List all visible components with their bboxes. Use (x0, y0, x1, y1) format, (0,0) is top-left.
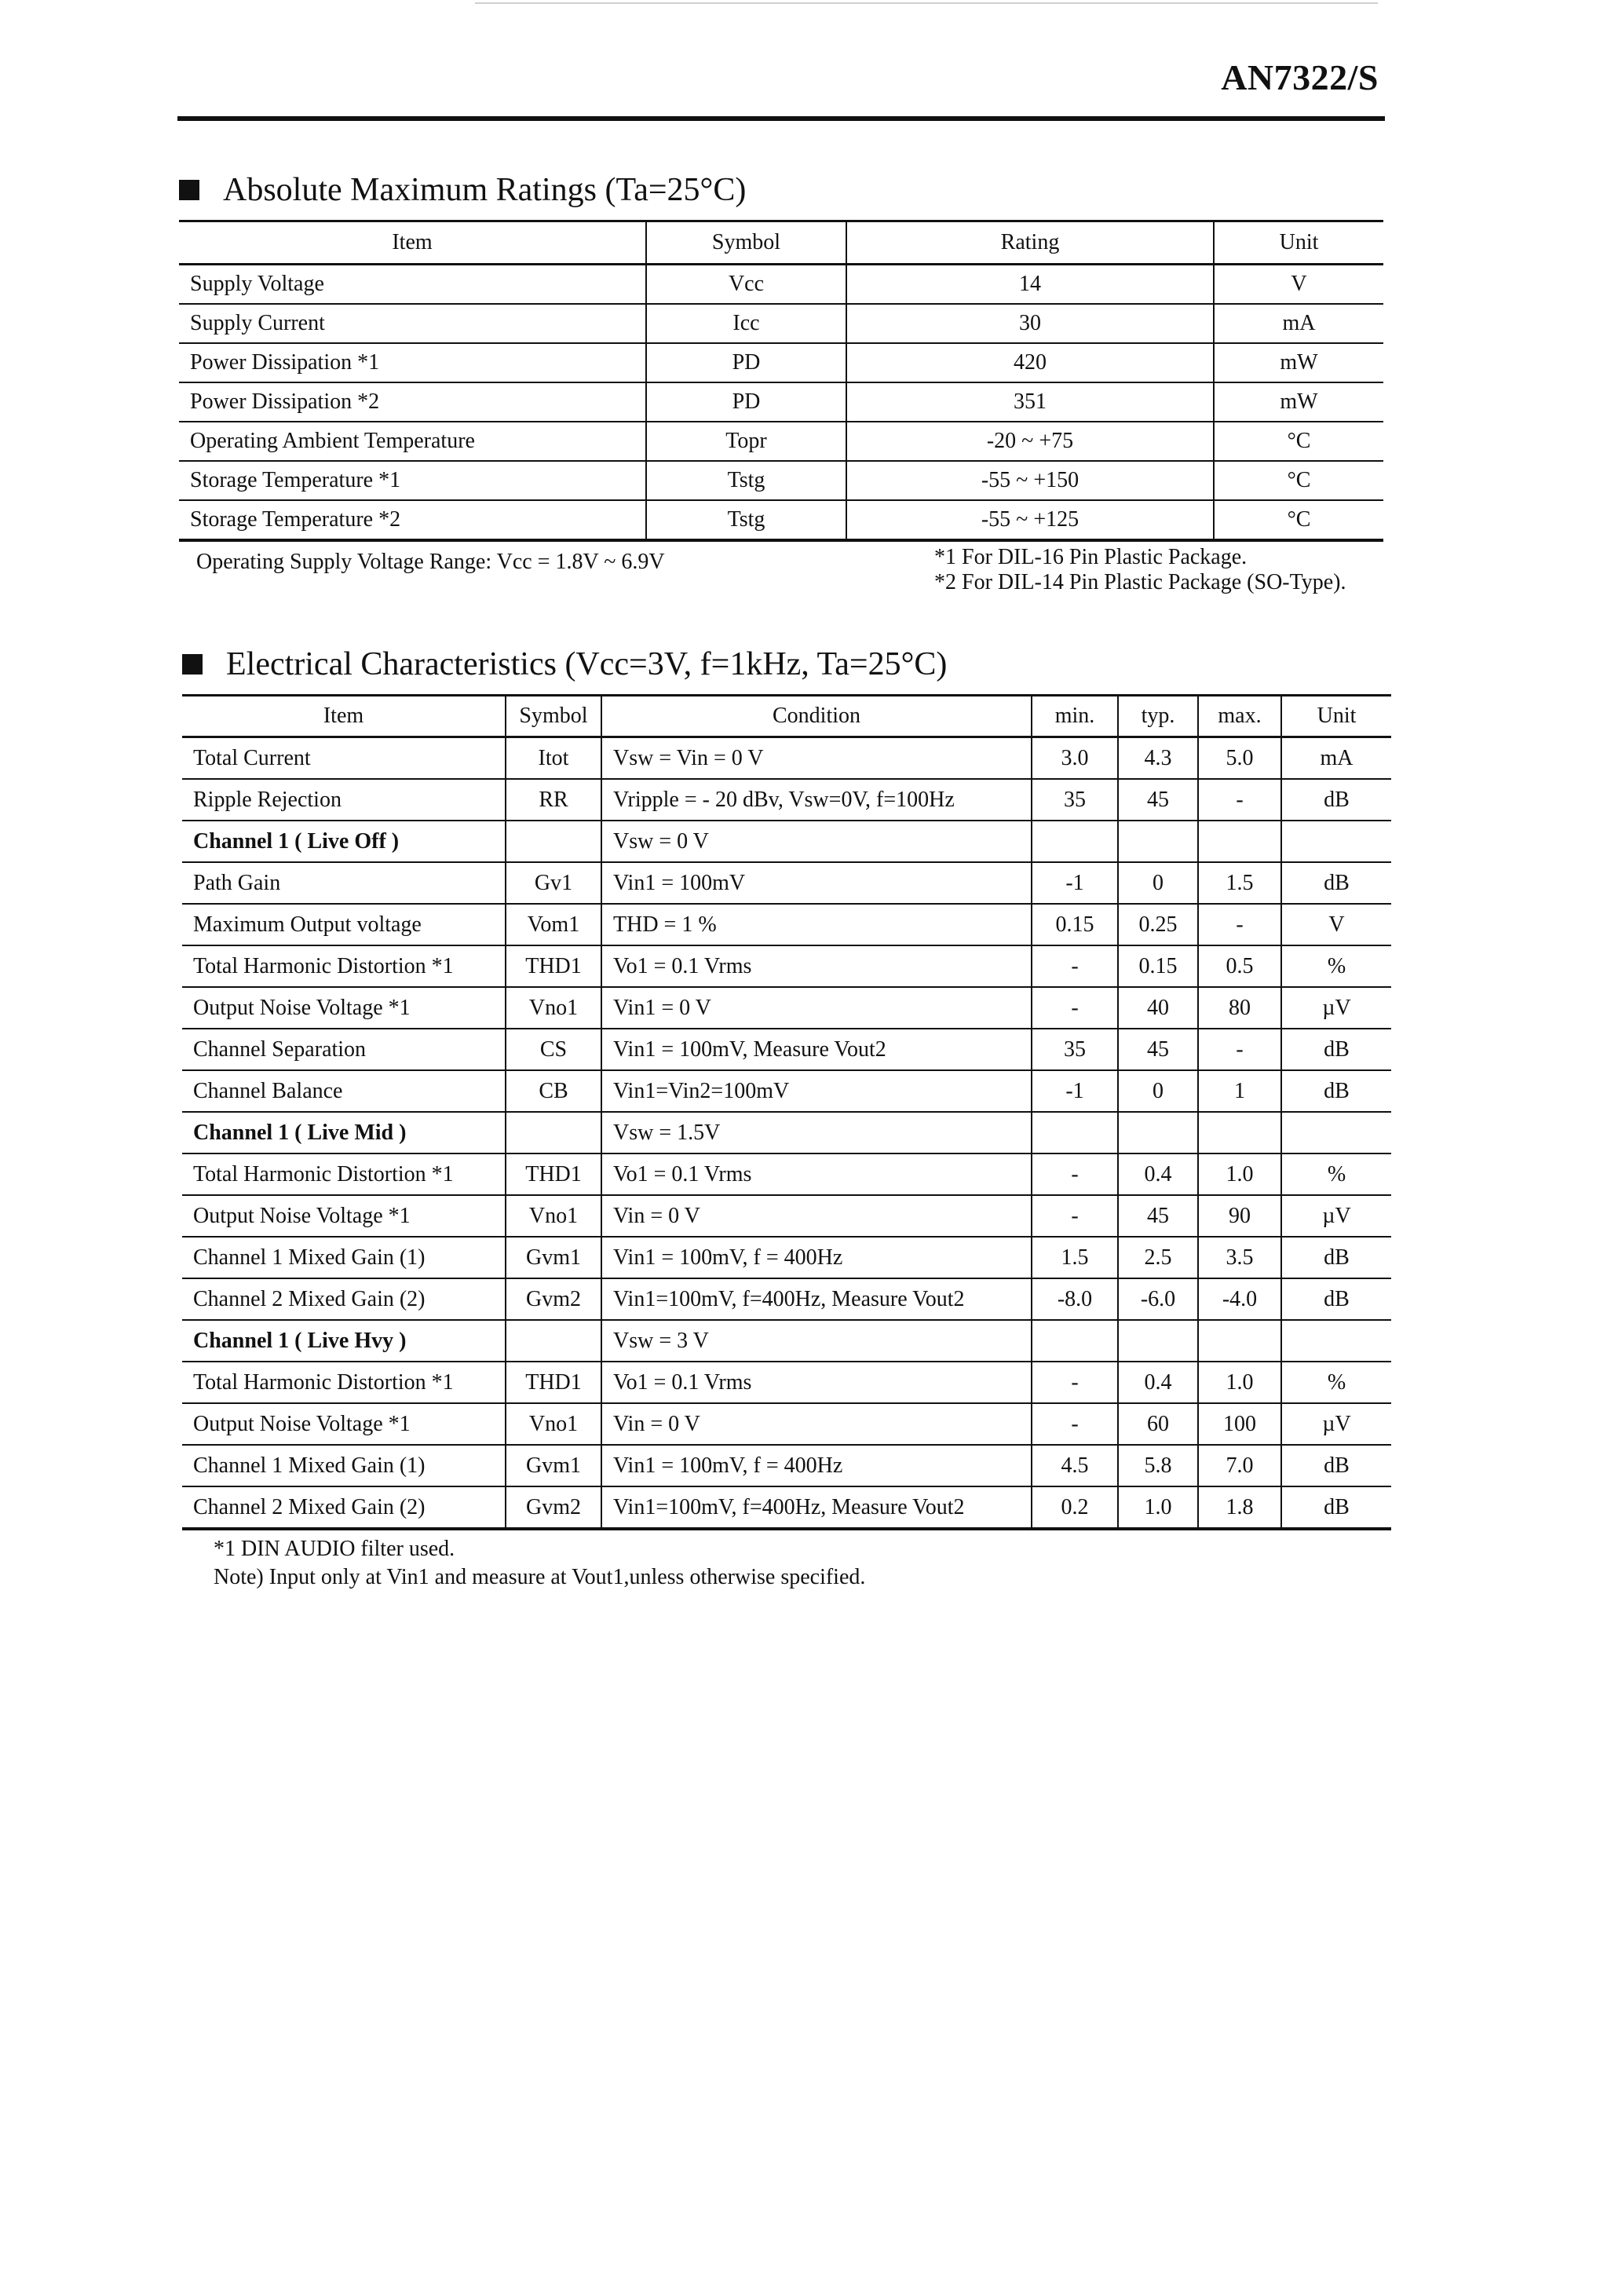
abs_max-cell: PD (646, 343, 846, 382)
elec-column-header: max. (1198, 696, 1281, 737)
elec-column-header: Item (182, 696, 506, 737)
elec-cell: Vin1 = 0 V (601, 987, 1032, 1029)
elec-cell (1118, 821, 1198, 862)
elec-cell: 0.15 (1032, 904, 1118, 945)
elec-cell: 1.0 (1118, 1486, 1198, 1529)
elec-cell: - (1032, 1403, 1118, 1445)
elec-cell (1032, 1112, 1118, 1153)
abs-max-title: Absolute Maximum Ratings (Ta=25°C) (223, 172, 747, 208)
elec-cell (1281, 821, 1391, 862)
elec-cell: Vripple = - 20 dBv, Vsw=0V, f=100Hz (601, 779, 1032, 821)
abs_max-cell: Operating Ambient Temperature (179, 422, 646, 461)
elec-cell (1281, 1320, 1391, 1362)
elec-cell (506, 1320, 601, 1362)
elec-cell: Channel 1 Mixed Gain (1) (182, 1237, 506, 1278)
elec-cell: Path Gain (182, 862, 506, 904)
abs_max-cell: Tstg (646, 500, 846, 540)
elec-cell: Vin = 0 V (601, 1403, 1032, 1445)
elec-cell: 1.5 (1032, 1237, 1118, 1278)
footnote-2: *2 For DIL-14 Pin Plastic Package (SO-Type). (934, 570, 1346, 594)
elec-header-row (182, 696, 1391, 737)
abs_max-cell: mW (1214, 343, 1383, 382)
elec-cell: 1 (1198, 1070, 1281, 1112)
elec-cell: V (1281, 904, 1391, 945)
elec-cell: Ripple Rejection (182, 779, 506, 821)
elec-cell: dB (1281, 1445, 1391, 1486)
elec-cell: Output Noise Voltage *1 (182, 1403, 506, 1445)
elec-cell: dB (1281, 1486, 1391, 1529)
abs_max-column-header: Item (179, 221, 646, 265)
elec-cell: Channel Separation (182, 1029, 506, 1070)
abs_max-cell: Storage Temperature *1 (179, 461, 646, 500)
elec-cell: Vin = 0 V (601, 1195, 1032, 1237)
elec-cell: THD = 1 % (601, 904, 1032, 945)
table-row (179, 304, 1383, 343)
elec-cell: dB (1281, 862, 1391, 904)
top-rule (475, 2, 1378, 4)
elec-cell: Vsw = 1.5V (601, 1112, 1032, 1153)
abs_max-cell: -55 ~ +150 (846, 461, 1214, 500)
elec-cell: 5.8 (1118, 1445, 1198, 1486)
table-group-row (182, 1112, 1391, 1153)
elec-note-2: Note) Input only at Vin1 and measure at Vout1,unless otherwise specified. (214, 1565, 866, 1589)
elec-cell: 0.15 (1118, 945, 1198, 987)
abs_max-cell: Power Dissipation *2 (179, 382, 646, 422)
elec-cell (1198, 1112, 1281, 1153)
elec-heading (182, 645, 947, 683)
elec-cell: 45 (1118, 779, 1198, 821)
table-row (179, 461, 1383, 500)
elec-cell: 3.0 (1032, 737, 1118, 780)
abs_max-cell: -55 ~ +125 (846, 500, 1214, 540)
abs_max-cell: 14 (846, 265, 1214, 305)
elec-column-header: Unit (1281, 696, 1391, 737)
elec-cell: 0.25 (1118, 904, 1198, 945)
table-row (179, 343, 1383, 382)
elec-cell: % (1281, 945, 1391, 987)
elec-cell: 60 (1118, 1403, 1198, 1445)
elec-cell: Vo1 = 0.1 Vrms (601, 1153, 1032, 1195)
elec-cell (506, 821, 601, 862)
elec-cell: Output Noise Voltage *1 (182, 987, 506, 1029)
table-row (182, 1237, 1391, 1278)
elec-cell: mA (1281, 737, 1391, 780)
table-row (182, 1445, 1391, 1486)
abs_max-cell: Tstg (646, 461, 846, 500)
elec-cell: Vo1 = 0.1 Vrms (601, 945, 1032, 987)
elec-cell: 5.0 (1198, 737, 1281, 780)
table-row (182, 904, 1391, 945)
abs-max-table (179, 220, 1383, 542)
abs_max-cell: -20 ~ +75 (846, 422, 1214, 461)
elec-cell: Gvm1 (506, 1237, 601, 1278)
abs-max-header-row (179, 221, 1383, 265)
abs-max-heading (179, 171, 746, 209)
elec-cell: 1.8 (1198, 1486, 1281, 1529)
elec-cell: -8.0 (1032, 1278, 1118, 1320)
abs_max-cell: Vcc (646, 265, 846, 305)
table-group-row (182, 821, 1391, 862)
table-row (179, 500, 1383, 540)
elec-cell: Vsw = 0 V (601, 821, 1032, 862)
elec-cell: THD1 (506, 945, 601, 987)
elec-cell: - (1032, 1195, 1118, 1237)
elec-cell: Vno1 (506, 1403, 601, 1445)
elec-cell: 0.5 (1198, 945, 1281, 987)
elec-cell: dB (1281, 1237, 1391, 1278)
table-row (182, 1195, 1391, 1237)
elec-cell: 1.0 (1198, 1153, 1281, 1195)
elec-cell (1032, 1320, 1118, 1362)
elec-cell (1118, 1320, 1198, 1362)
abs_max-cell: PD (646, 382, 846, 422)
elec-cell: µV (1281, 1403, 1391, 1445)
elec-cell: Vom1 (506, 904, 601, 945)
elec-cell: Vin1 = 100mV, Measure Vout2 (601, 1029, 1032, 1070)
elec-cell: 2.5 (1118, 1237, 1198, 1278)
abs_max-column-header: Symbol (646, 221, 846, 265)
table-row (182, 945, 1391, 987)
elec-cell: -1 (1032, 1070, 1118, 1112)
abs_max-column-header: Unit (1214, 221, 1383, 265)
abs_max-cell: Topr (646, 422, 846, 461)
table-row (182, 1153, 1391, 1195)
elec-column-header: Condition (601, 696, 1032, 737)
elec-cell (1118, 1112, 1198, 1153)
elec-cell: -6.0 (1118, 1278, 1198, 1320)
elec-cell: - (1198, 904, 1281, 945)
elec-cell (1198, 1320, 1281, 1362)
elec-cell: - (1032, 1153, 1118, 1195)
elec-notes (214, 1535, 865, 1592)
elec-column-header: min. (1032, 696, 1118, 737)
elec-cell: Vno1 (506, 987, 601, 1029)
elec-cell: 4.5 (1032, 1445, 1118, 1486)
section-bullet-icon (179, 180, 199, 200)
elec-cell: Channel 1 ( Live Mid ) (182, 1112, 506, 1153)
elec-cell: Vsw = Vin = 0 V (601, 737, 1032, 780)
table-row (179, 265, 1383, 305)
section-bullet-icon (182, 654, 203, 675)
elec-table (182, 694, 1391, 1530)
elec-cell (506, 1112, 601, 1153)
elec-cell: µV (1281, 987, 1391, 1029)
elec-cell: Itot (506, 737, 601, 780)
supply-voltage-range: Operating Supply Voltage Range: Vcc = 1.8V ~ 6.9V (196, 550, 665, 574)
elec-cell: Vsw = 3 V (601, 1320, 1032, 1362)
elec-cell: - (1032, 1362, 1118, 1403)
elec-cell: dB (1281, 1278, 1391, 1320)
elec-cell: 40 (1118, 987, 1198, 1029)
part-number: AN7322/S (1221, 57, 1379, 97)
abs_max-cell: V (1214, 265, 1383, 305)
elec-cell: Output Noise Voltage *1 (182, 1195, 506, 1237)
footnote-1: *1 For DIL-16 Pin Plastic Package. (934, 545, 1248, 569)
table-row (182, 1486, 1391, 1529)
elec-cell: Vin1=100mV, f=400Hz, Measure Vout2 (601, 1486, 1032, 1529)
abs_max-cell: 351 (846, 382, 1214, 422)
elec-cell: THD1 (506, 1153, 601, 1195)
table-row (182, 1070, 1391, 1112)
table-row (182, 862, 1391, 904)
elec-cell: Gvm2 (506, 1278, 601, 1320)
elec-note-1: *1 DIN AUDIO filter used. (214, 1537, 455, 1561)
elec-cell (1198, 821, 1281, 862)
abs_max-cell: 30 (846, 304, 1214, 343)
table-row (182, 1362, 1391, 1403)
elec-cell: 90 (1198, 1195, 1281, 1237)
elec-cell: 35 (1032, 779, 1118, 821)
elec-cell: Vno1 (506, 1195, 601, 1237)
title-rule (177, 116, 1385, 121)
elec-cell: Vin1 = 100mV (601, 862, 1032, 904)
elec-cell: Vin1 = 100mV, f = 400Hz (601, 1445, 1032, 1486)
elec-cell: 80 (1198, 987, 1281, 1029)
elec-cell: 1.5 (1198, 862, 1281, 904)
elec-cell: Maximum Output voltage (182, 904, 506, 945)
elec-cell: 0 (1118, 1070, 1198, 1112)
elec-cell: 7.0 (1198, 1445, 1281, 1486)
table-row (182, 1029, 1391, 1070)
elec-cell: Vin1 = 100mV, f = 400Hz (601, 1237, 1032, 1278)
elec-cell: Vo1 = 0.1 Vrms (601, 1362, 1032, 1403)
elec-cell (1281, 1112, 1391, 1153)
abs_max-cell: mW (1214, 382, 1383, 422)
abs_max-cell: °C (1214, 461, 1383, 500)
abs_max-cell: Supply Current (179, 304, 646, 343)
table-group-row (182, 1320, 1391, 1362)
elec-cell: 45 (1118, 1029, 1198, 1070)
elec-cell: 0.2 (1032, 1486, 1118, 1529)
table-row (182, 779, 1391, 821)
elec-cell: - (1032, 987, 1118, 1029)
elec-cell: -1 (1032, 862, 1118, 904)
elec-cell: THD1 (506, 1362, 601, 1403)
abs_max-column-header: Rating (846, 221, 1214, 265)
elec-cell: Gvm1 (506, 1445, 601, 1486)
elec-cell (1032, 821, 1118, 862)
elec-cell: Channel Balance (182, 1070, 506, 1112)
abs_max-cell: Icc (646, 304, 846, 343)
elec-cell: 3.5 (1198, 1237, 1281, 1278)
abs_max-cell: Power Dissipation *1 (179, 343, 646, 382)
elec-cell: 0.4 (1118, 1153, 1198, 1195)
table-row (182, 1278, 1391, 1320)
elec-cell: 0.4 (1118, 1362, 1198, 1403)
elec-cell: Total Harmonic Distortion *1 (182, 1153, 506, 1195)
abs-max-footnotes (934, 545, 1346, 595)
elec-cell: Total Harmonic Distortion *1 (182, 945, 506, 987)
table-row (179, 382, 1383, 422)
elec-cell: - (1032, 945, 1118, 987)
elec-cell: 35 (1032, 1029, 1118, 1070)
elec-cell: Channel 1 ( Live Hvy ) (182, 1320, 506, 1362)
table-row (182, 1403, 1391, 1445)
elec-cell: Channel 2 Mixed Gain (2) (182, 1486, 506, 1529)
elec-cell: Channel 1 ( Live Off ) (182, 821, 506, 862)
abs_max-cell: Supply Voltage (179, 265, 646, 305)
table-row (182, 737, 1391, 780)
abs_max-cell: 420 (846, 343, 1214, 382)
elec-cell: - (1198, 779, 1281, 821)
abs_max-cell: Storage Temperature *2 (179, 500, 646, 540)
elec-cell: % (1281, 1362, 1391, 1403)
elec-cell: µV (1281, 1195, 1391, 1237)
table-row (179, 422, 1383, 461)
elec-cell: 0 (1118, 862, 1198, 904)
elec-cell: RR (506, 779, 601, 821)
elec-column-header: Symbol (506, 696, 601, 737)
elec-cell: 1.0 (1198, 1362, 1281, 1403)
elec-cell: Gv1 (506, 862, 601, 904)
elec-cell: 4.3 (1118, 737, 1198, 780)
elec-cell: Channel 1 Mixed Gain (1) (182, 1445, 506, 1486)
elec-cell: Total Current (182, 737, 506, 780)
elec-cell: CB (506, 1070, 601, 1112)
elec-cell: CS (506, 1029, 601, 1070)
elec-cell: -4.0 (1198, 1278, 1281, 1320)
table-row (182, 987, 1391, 1029)
elec-cell: Gvm2 (506, 1486, 601, 1529)
elec-title: Electrical Characteristics (Vcc=3V, f=1kHz, Ta=25°C) (226, 646, 948, 682)
elec-cell: % (1281, 1153, 1391, 1195)
elec-cell: Vin1=100mV, f=400Hz, Measure Vout2 (601, 1278, 1032, 1320)
abs_max-cell: °C (1214, 422, 1383, 461)
elec-cell: Vin1=Vin2=100mV (601, 1070, 1032, 1112)
elec-cell: Total Harmonic Distortion *1 (182, 1362, 506, 1403)
elec-column-header: typ. (1118, 696, 1198, 737)
elec-cell: dB (1281, 1070, 1391, 1112)
elec-cell: - (1198, 1029, 1281, 1070)
elec-cell: dB (1281, 779, 1391, 821)
abs_max-cell: °C (1214, 500, 1383, 540)
elec-cell: 100 (1198, 1403, 1281, 1445)
elec-cell: Channel 2 Mixed Gain (2) (182, 1278, 506, 1320)
elec-cell: dB (1281, 1029, 1391, 1070)
elec-cell: 45 (1118, 1195, 1198, 1237)
abs_max-cell: mA (1214, 304, 1383, 343)
